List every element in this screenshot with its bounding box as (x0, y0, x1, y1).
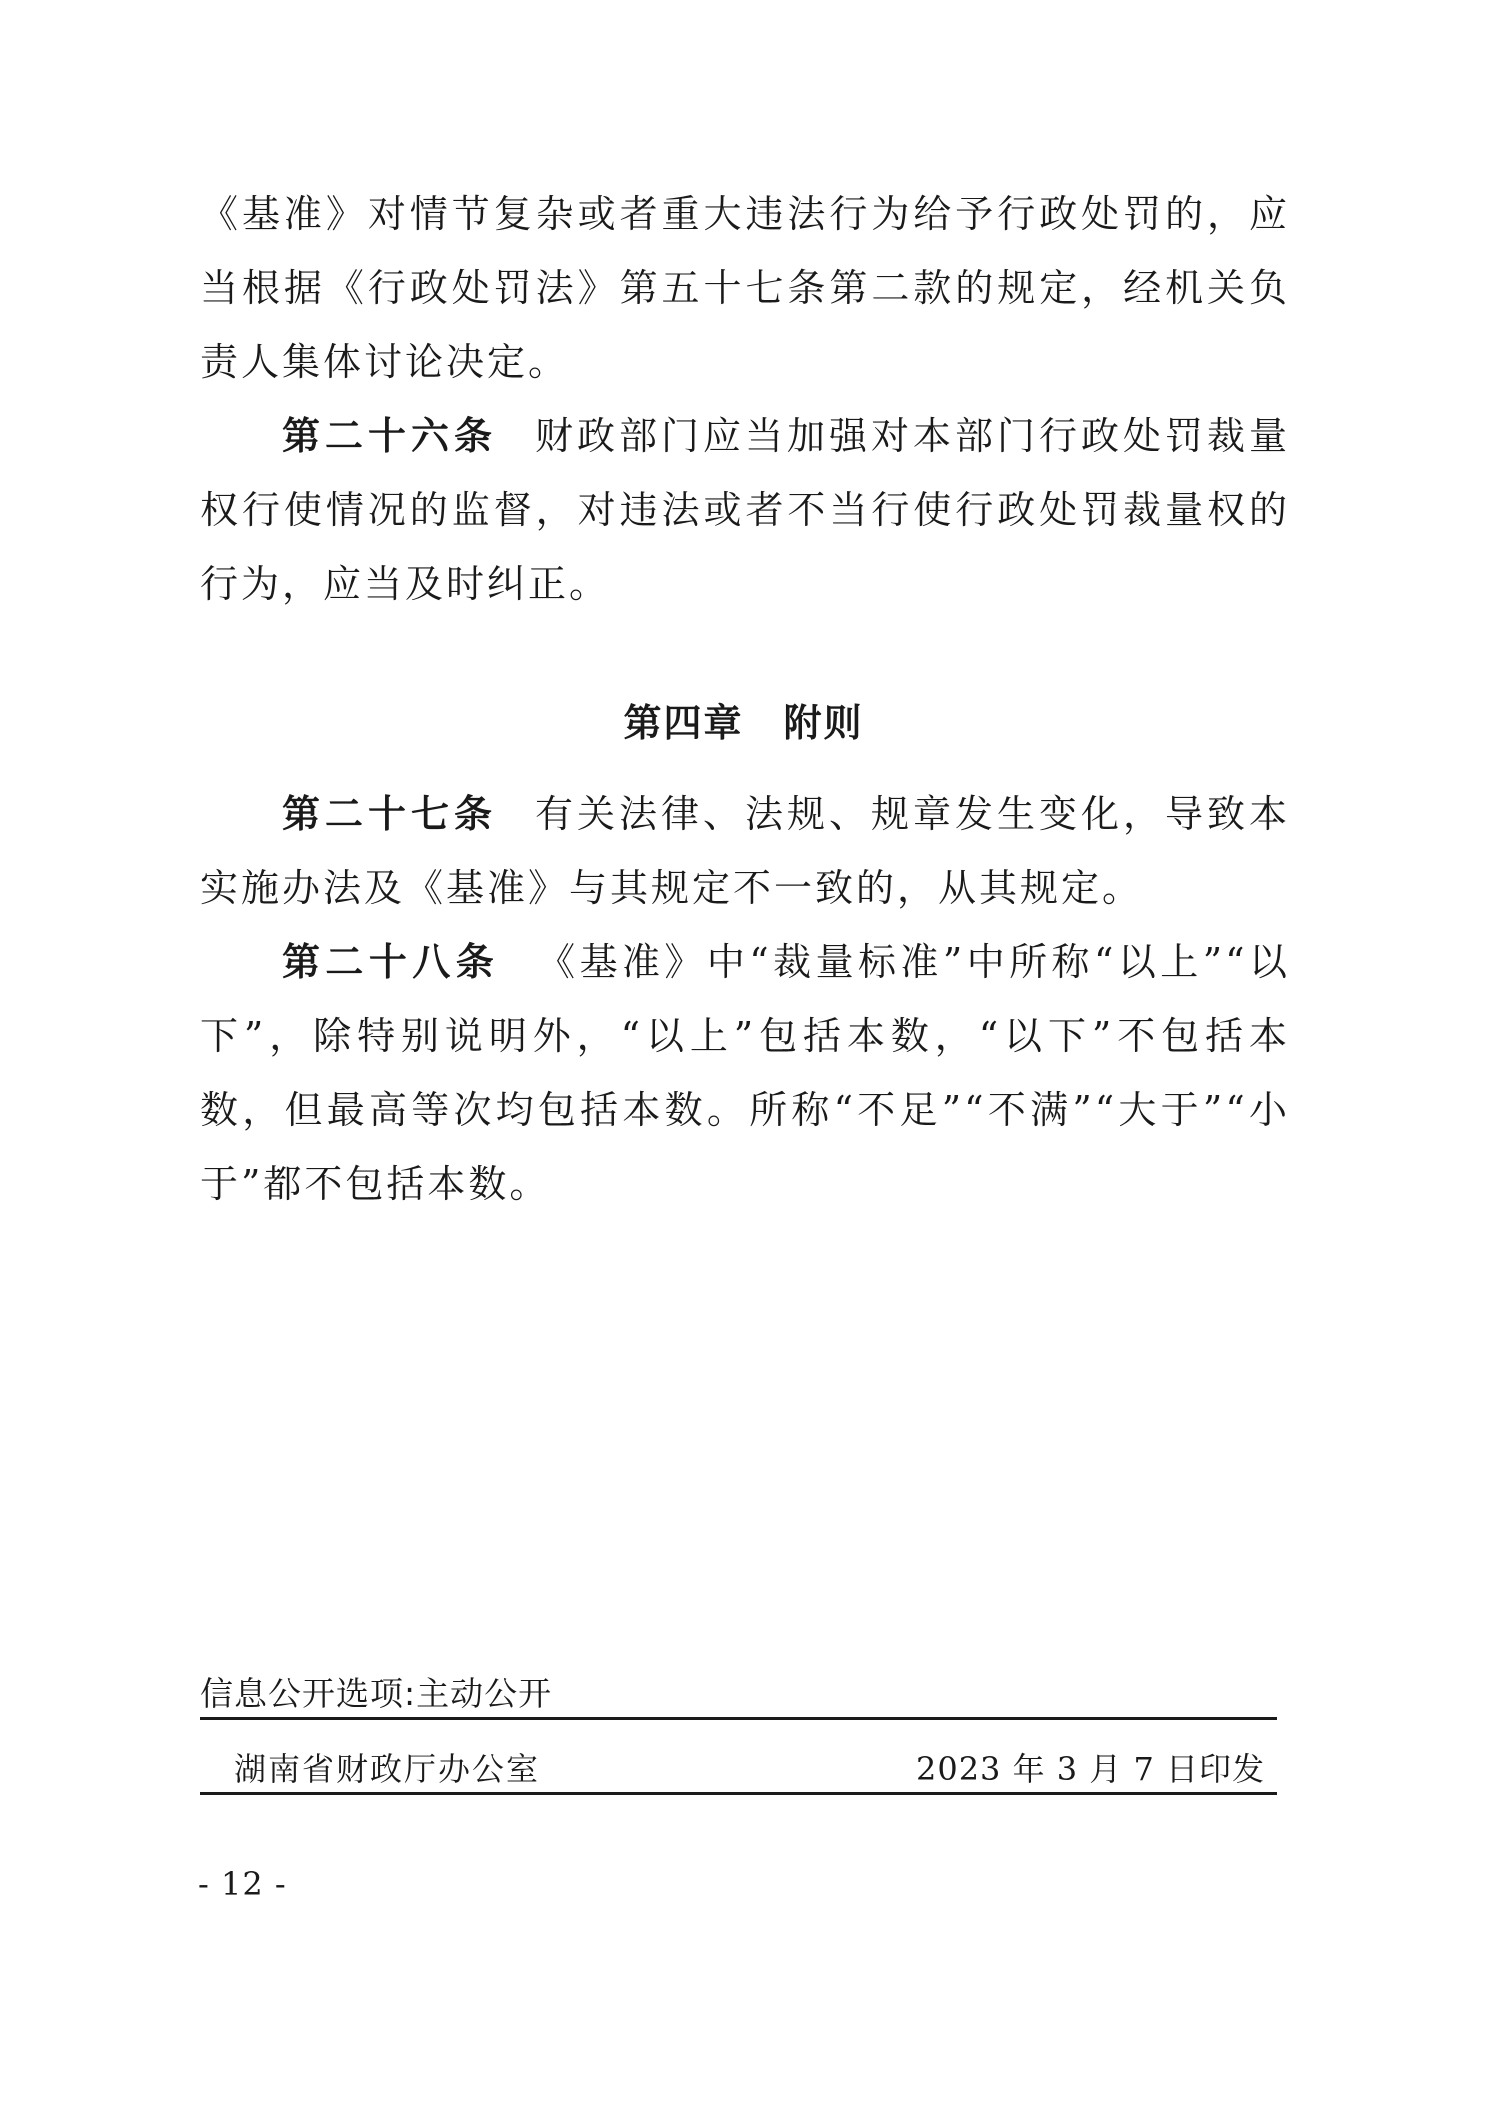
chapter-title: 附则 (783, 701, 864, 745)
article-25-continuation (200, 177, 1290, 399)
article-26 (200, 399, 1290, 621)
body-text-lower (200, 777, 1290, 1221)
article-28 (200, 925, 1290, 1221)
chapter-heading (0, 692, 1487, 747)
article-26-text: 财政部门应当加强对本部门行政处罚裁量权行使情况的监督，对违法或者不当行使行政处罚裁量权的行为，应当及时纠正。 (200, 414, 1290, 606)
issuer: 湖南省财政厅办公室 (234, 1750, 541, 1788)
chapter-number: 第四章 (623, 701, 744, 745)
article-25-text: 《基准》对情节复杂或者重大违法行为给予行政处罚的，应当根据《行政处罚法》第五十七条第二款的规定，经机关负责人集体讨论决定。 (200, 192, 1290, 384)
disclosure-option: 信息公开选项:主动公开 (200, 1674, 553, 1713)
footer-rule-top (200, 1717, 1277, 1720)
article-27-heading: 第二十七条 (282, 792, 497, 836)
body-text-upper (200, 177, 1290, 621)
footer-rule-bottom (200, 1792, 1277, 1795)
article-26-heading: 第二十六条 (282, 414, 497, 458)
issue-date: 2023 年 3 月 7 日印发 (915, 1750, 1265, 1788)
page-number: - 12 - (198, 1865, 287, 1903)
article-28-heading: 第二十八条 (282, 940, 500, 984)
article-28-text: 《基准》中“裁量标准”中所称“以上”“以下”，除特别说明外，“以上”包括本数，“以下”不包括本数，但最高等次均包括本数。所称“不足”“不满”“大于”“小于”都不包括本数。 (200, 940, 1290, 1206)
article-27 (200, 777, 1290, 925)
article-27-text: 有关法律、法规、规章发生变化，导致本实施办法及《基准》与其规定不一致的，从其规定。 (200, 792, 1290, 910)
